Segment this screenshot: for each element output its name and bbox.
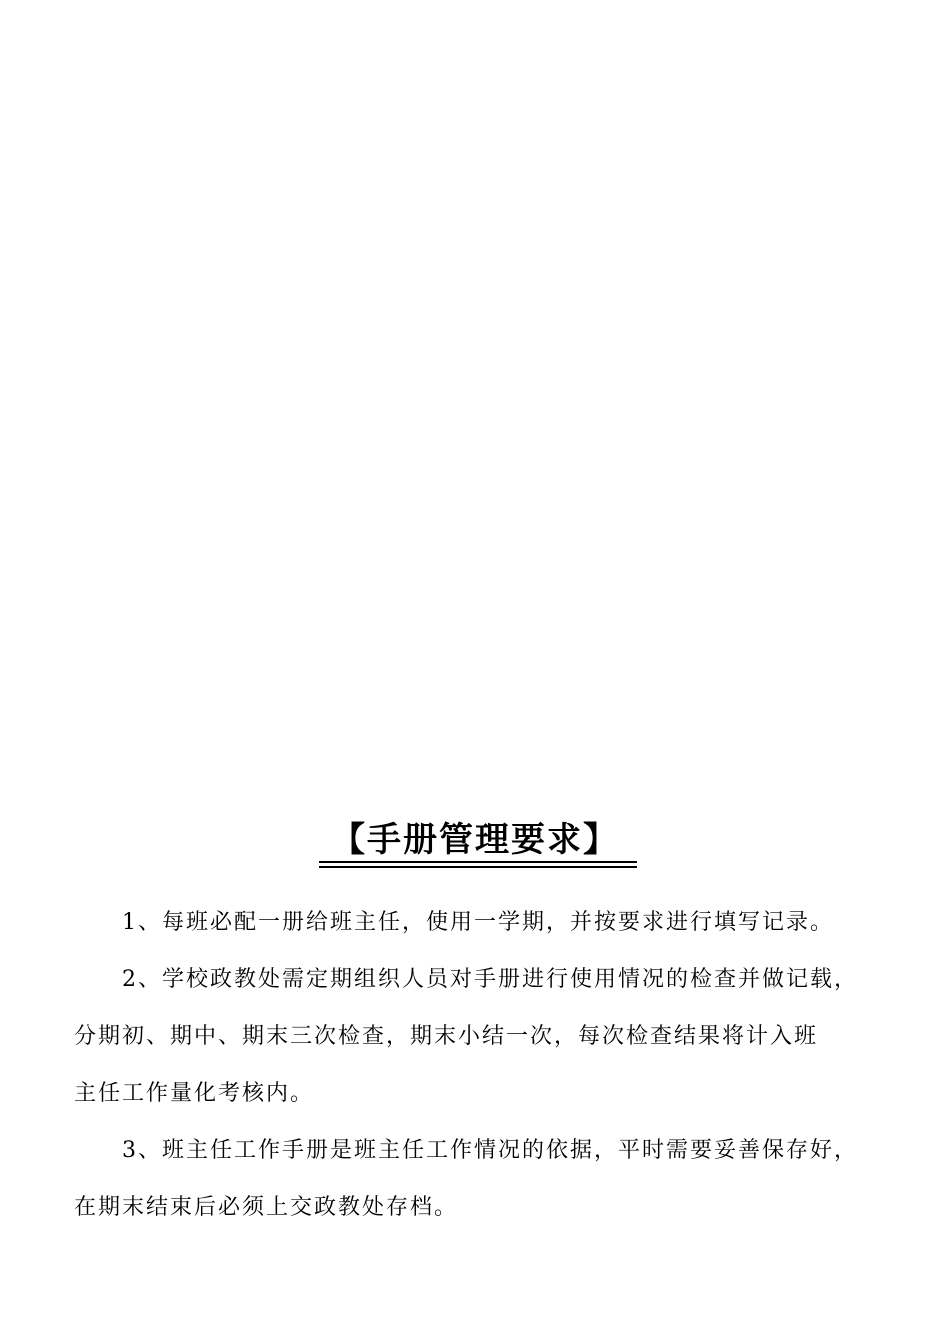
requirement-1-line-1: 1、每班必配一册给班主任，使用一学期，并按要求进行填写记录。 [122,910,834,935]
requirement-3-line-2: 在期末结束后必须上交政教处存档。 [74,1195,459,1220]
requirement-2-line-3: 主任工作量化考核内。 [74,1081,315,1106]
requirement-2-line-1: 2、学校政教处需定期组织人员对手册进行使用情况的检查并做记载， [122,967,858,992]
requirement-2-line-2: 分期初、期中、期末三次检查，期末小结一次，每次检查结果将计入班 [74,1024,819,1049]
requirement-3-line-1: 3、班主任工作手册是班主任工作情况的依据，平时需要妥善保存好， [122,1138,858,1163]
title-double-underline [319,861,637,868]
page-title: 【手册管理要求】 [331,820,619,860]
